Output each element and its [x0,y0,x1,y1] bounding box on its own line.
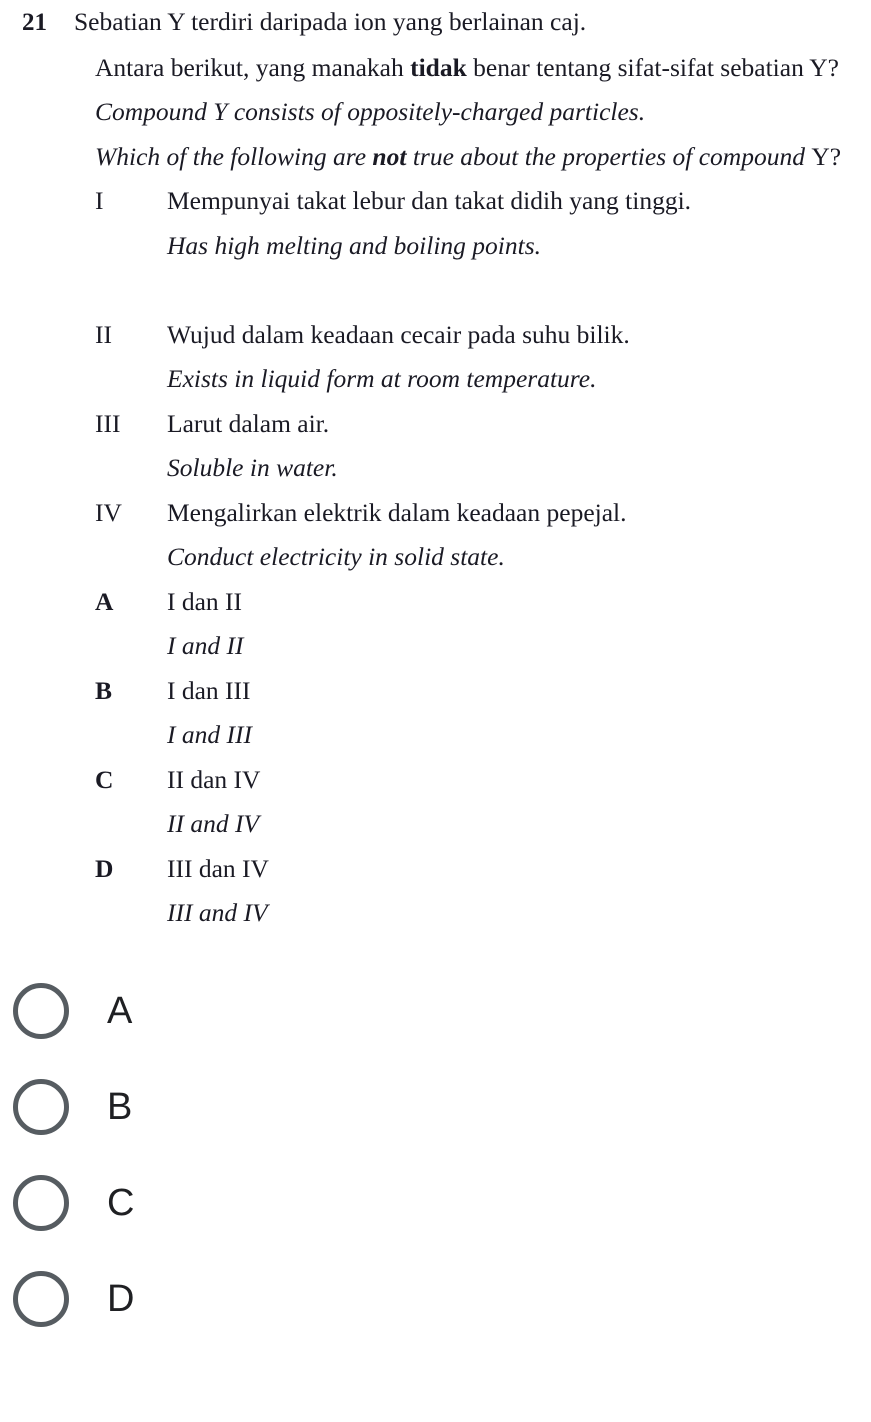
answer-choice-a[interactable] [0,963,871,1059]
printed-option-letter: C [95,764,114,794]
instruction-english-part2: true about the properties of compound [406,141,812,171]
printed-option-row [0,758,871,803]
printed-option-english: I and III [167,720,252,749]
instruction-english-part1: Which of the following are [95,141,373,171]
radio-button-icon[interactable] [13,1079,69,1135]
instruction-malay-part1: Antara berikut, yang manakah [95,52,411,82]
statement-text-malay: Wujud dalam keadaan cecair pada suhu bilik. [167,319,630,349]
statement-row-english [0,224,871,269]
instruction-english-bold: not [372,141,407,171]
statement-row [0,179,871,224]
printed-option-letter: D [95,853,114,883]
answer-choice-list [0,963,871,1347]
statement-numeral: IV [95,497,122,527]
statement-row [0,402,871,447]
instruction-english-suffix: Y? [811,141,842,171]
printed-option-row-english [0,713,871,758]
question-number: 21 [22,9,47,36]
question-instruction-english-row [0,135,871,180]
statement-numeral: III [95,408,121,438]
printed-option-row-english [0,891,871,936]
question-instruction-english [95,135,871,180]
statement-numeral: II [95,319,112,349]
question-stem-malay: Sebatian Y terdiri daripada ion yang berlainan caj. [74,7,587,36]
answer-choice-label: D [107,1278,135,1320]
printed-option-row [0,580,871,625]
printed-option-malay: I dan II [167,586,243,616]
printed-option-english: III and IV [167,898,268,927]
printed-option-english: II and IV [167,809,260,838]
question-stem-malay-row [0,0,871,46]
printed-option-row-english [0,802,871,847]
statement-text-english: Exists in liquid form at room temperature. [167,364,597,393]
question-instruction-malay [95,46,871,91]
statement-row-english [0,357,871,402]
printed-option-letter: B [95,675,113,705]
blank-line-spacer [0,268,871,313]
statement-text-malay: Mengalirkan elektrik dalam keadaan pepejal. [167,497,627,527]
printed-option-row [0,669,871,714]
answer-choice-c[interactable] [0,1155,871,1251]
statement-row-english [0,446,871,491]
instruction-malay-bold: tidak [410,52,467,82]
question-instruction-malay-row [0,46,871,91]
radio-button-icon[interactable] [13,983,69,1039]
printed-option-english: I and II [167,631,244,660]
answer-choice-label: A [107,990,133,1032]
statement-text-english: Soluble in water. [167,453,338,482]
answer-choice-d[interactable] [0,1251,871,1347]
answer-choice-label: C [107,1182,135,1224]
printed-option-malay: II dan IV [167,764,261,794]
answer-choice-b[interactable] [0,1059,871,1155]
printed-option-malay: I dan III [167,675,251,705]
printed-option-row [0,847,871,892]
radio-button-icon[interactable] [13,1175,69,1231]
statement-text-english: Has high melting and boiling points. [167,230,542,260]
statement-text-malay: Mempunyai takat lebur dan takat didih yang tinggi. [167,186,692,215]
statement-row [0,313,871,358]
question-stem-english: Compound Y consists of oppositely-charged particles. [95,97,646,126]
statement-row-english [0,535,871,580]
instruction-malay-part2: benar tentang sifat-sifat sebatian Y? [466,52,839,82]
statement-text-malay: Larut dalam air. [167,408,330,438]
answer-choice-label: B [107,1086,133,1128]
question-stem-english-row [0,90,871,135]
printed-option-malay: III dan IV [167,853,269,883]
statement-numeral: I [95,186,104,215]
statement-text-english: Conduct electricity in solid state. [167,542,505,571]
radio-button-icon[interactable] [13,1271,69,1327]
statement-row [0,491,871,536]
printed-option-letter: A [95,586,114,616]
printed-option-row-english [0,624,871,669]
